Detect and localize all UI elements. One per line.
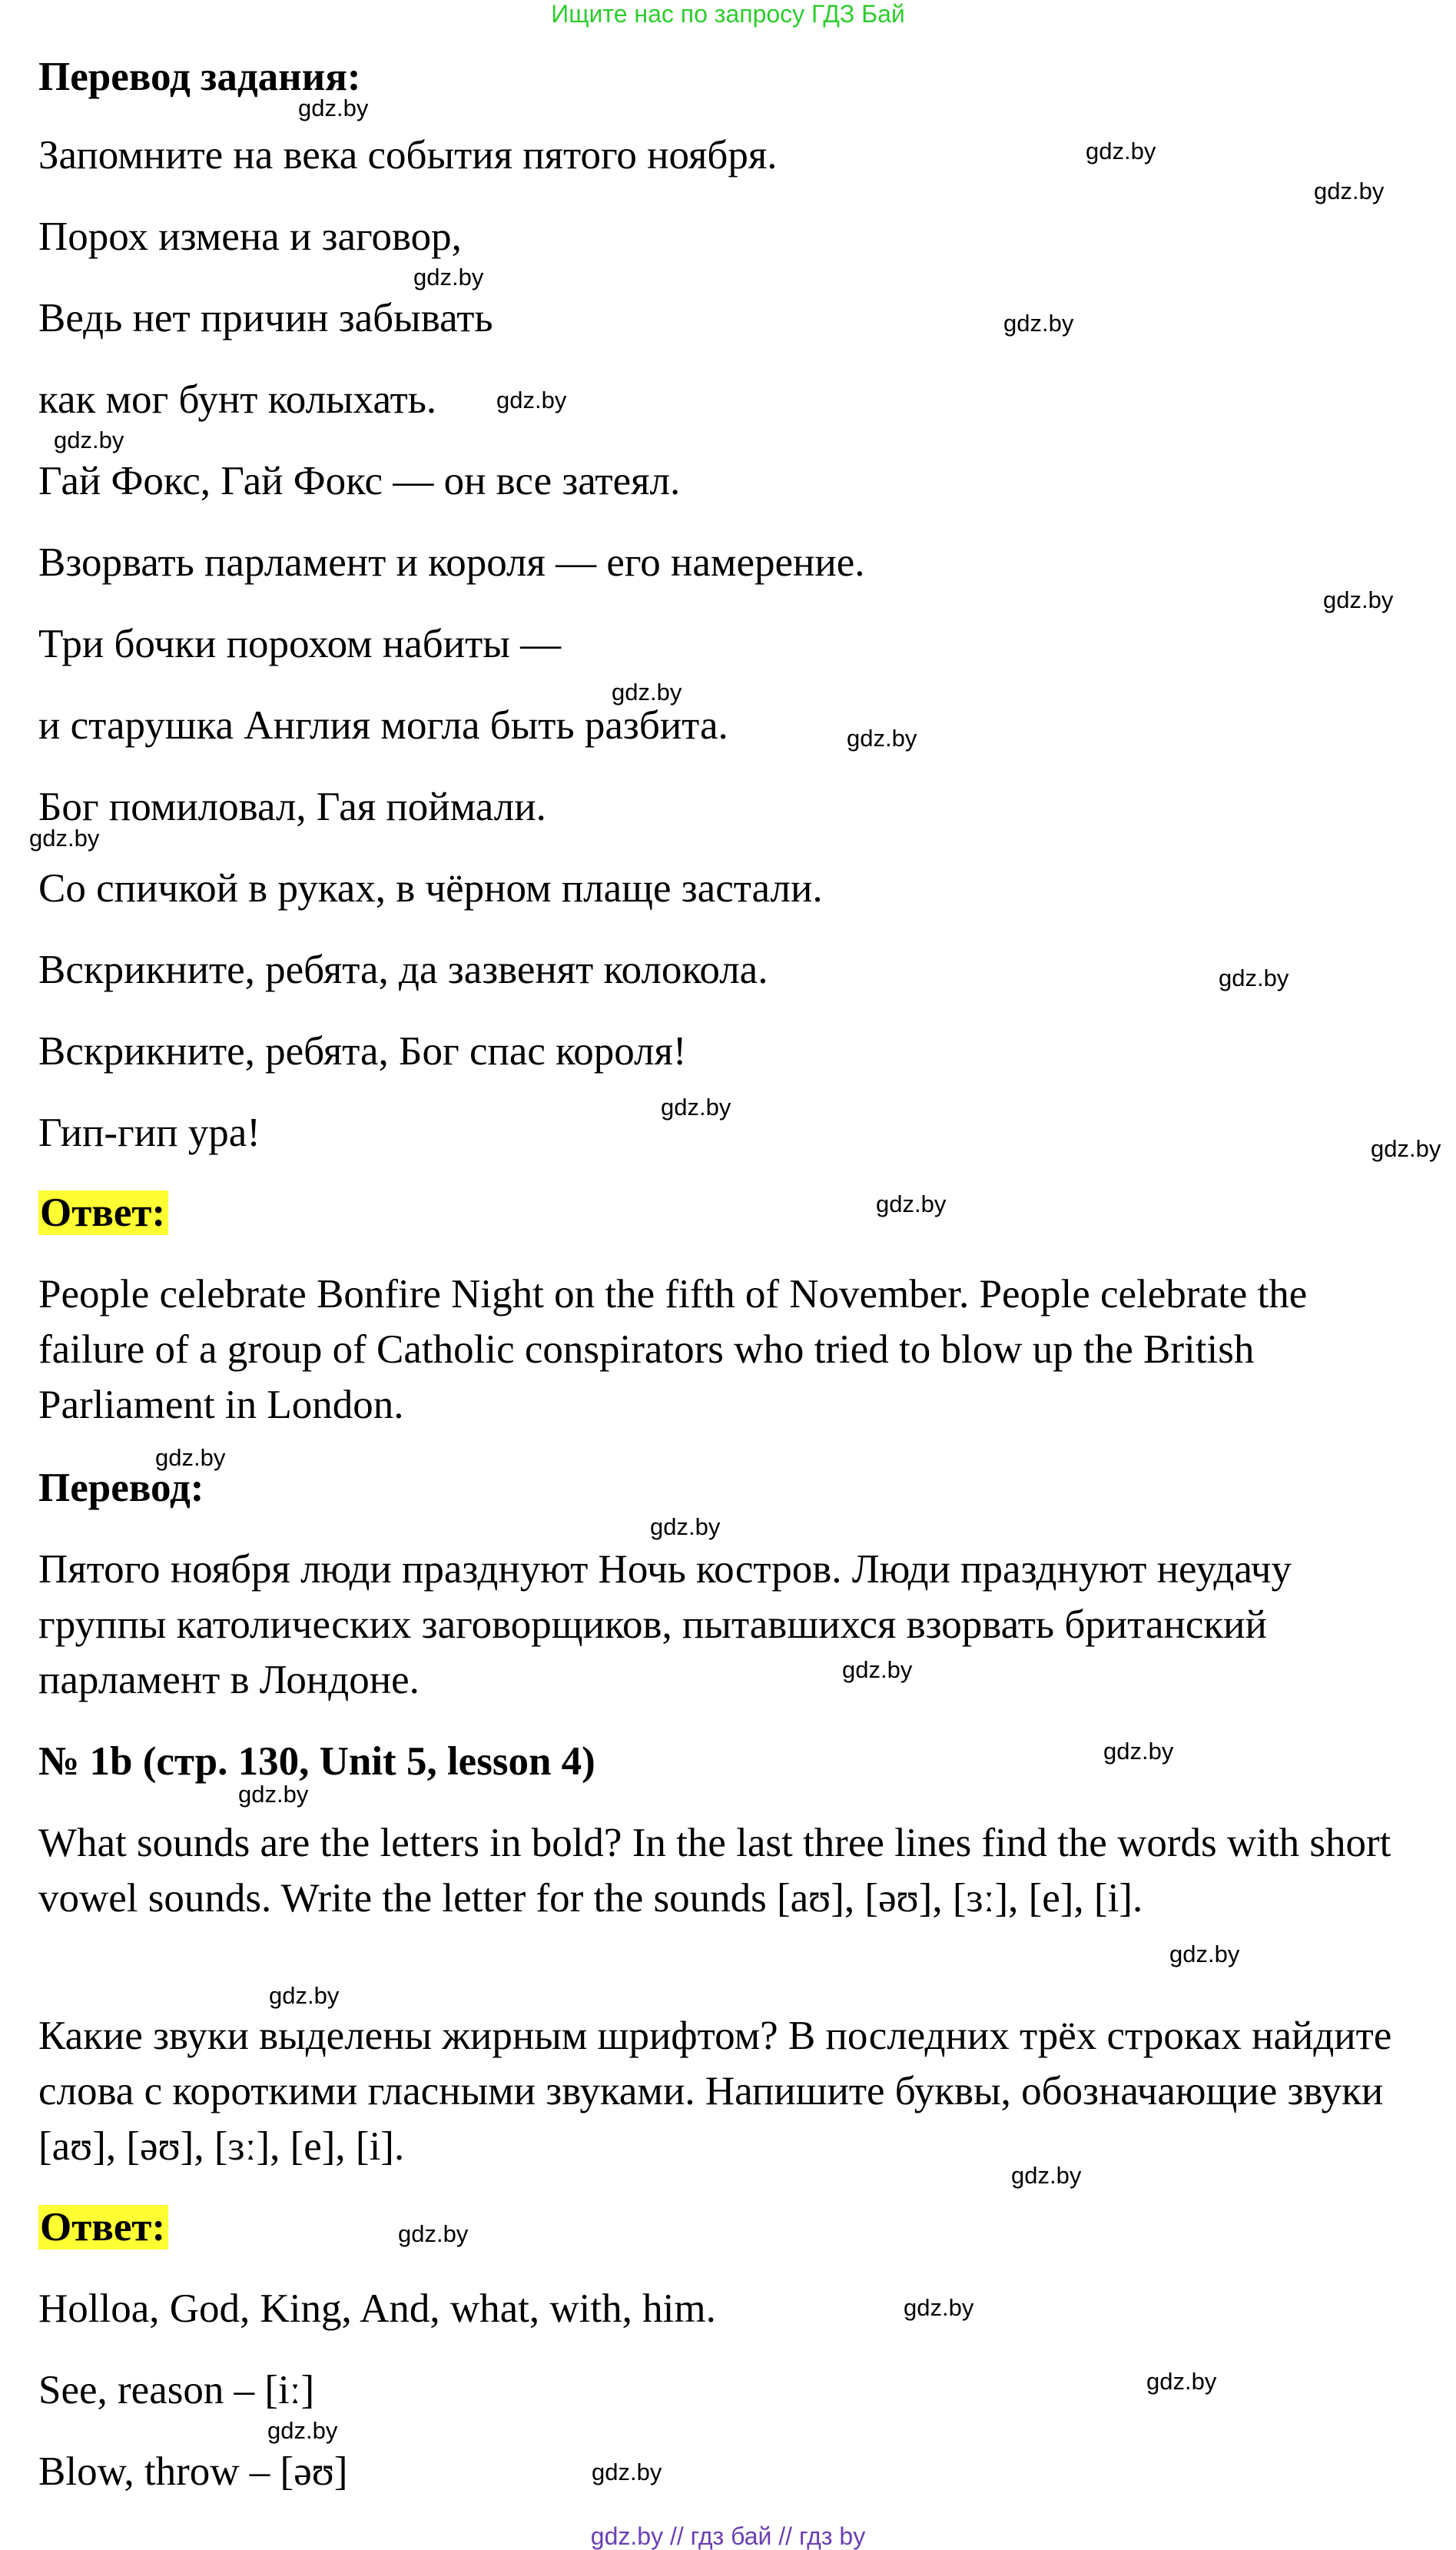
watermark: gdz.by [1103, 1738, 1174, 1765]
watermark: gdz.by [1146, 2368, 1217, 2395]
watermark: gdz.by [155, 1444, 226, 1471]
poem-line: Бог помиловал, Гая поймали. [38, 785, 546, 829]
poem-line: Гай Фокс, Гай Фокс — он все затеял. [38, 459, 681, 503]
answer-text: People celebrate Bonfire Night on the fifth of November. People celebrate the failure of a group of Catholic conspirators who tried to blow up the British Parliament in London. [38, 1272, 1308, 1427]
poem-line: Вскрикните, ребята, Бог спас короля! [38, 1029, 687, 1074]
poem-line: Три бочки порохом набиты — [38, 622, 562, 666]
watermark: gdz.by [1011, 2162, 1082, 2189]
task-translation-heading: Перевод задания: [38, 55, 361, 99]
watermark: gdz.by [1003, 310, 1074, 337]
watermark: gdz.by [1371, 1135, 1441, 1162]
poem-line: Вскрикните, ребята, да зазвенят колокола. [38, 948, 768, 992]
translation-label: Перевод: [38, 1466, 204, 1510]
poem-line: Взорвать парламент и короля — его намерение. [38, 540, 865, 585]
answer-label [38, 2204, 168, 2250]
answer-line: Holloa, God, King, And, what, with, him. [38, 2286, 716, 2331]
watermark: gdz.by [398, 2220, 469, 2247]
exercise-heading: № 1b (стр. 130, Unit 5, lesson 4) [38, 1739, 595, 1784]
watermark: gdz.by [29, 825, 100, 852]
watermark: gdz.by [612, 679, 682, 706]
poem-line: Со спичкой в руках, в чёрном плаще застали. [38, 866, 823, 911]
watermark: gdz.by [1086, 138, 1156, 164]
answer-label [38, 1190, 168, 1236]
poem-line: Ведь нет причин забывать [38, 296, 493, 340]
watermark: gdz.by [904, 2294, 974, 2321]
poem-line: Порох измена и заговор, [38, 214, 462, 259]
watermark: gdz.by [298, 95, 369, 121]
watermark: gdz.by [1219, 965, 1289, 991]
exercise-task-en: What sounds are the letters in bold? In the last three lines find the words with short vowel sounds. Write the letter for the sounds [aʊ], [əʊ], [ɜː], [e], [i]. [38, 1821, 1391, 1921]
header-search-link[interactable]: Ищите нас по запросу ГДЗ Бай [551, 0, 905, 28]
watermark: gdz.by [1314, 178, 1385, 204]
watermark: gdz.by [238, 1781, 309, 1808]
answer-highlight: Ответ: [38, 2205, 168, 2250]
watermark: gdz.by [413, 264, 484, 291]
watermark: gdz.by [661, 1094, 731, 1121]
watermark: gdz.by [842, 1656, 913, 1683]
watermark: gdz.by [1323, 586, 1394, 613]
watermark: gdz.by [269, 1982, 340, 2009]
watermark: gdz.by [267, 2417, 338, 2444]
poem-line: Гип-гип ура! [38, 1111, 260, 1155]
answer-line: See, reason – [iː] [38, 2368, 315, 2412]
answer-highlight: Ответ: [38, 1190, 168, 1235]
watermark: gdz.by [54, 427, 124, 453]
watermark: gdz.by [1169, 1941, 1240, 1967]
poem-line: как мог бунт колыхать. [38, 377, 437, 422]
watermark: gdz.by [496, 387, 567, 413]
poem-line: и старушка Англия могла быть разбита. [38, 703, 728, 748]
watermark: gdz.by [876, 1190, 947, 1217]
watermark: gdz.by [847, 725, 917, 752]
footer-links[interactable]: gdz.by // гдз бай // гдз by [590, 2522, 866, 2550]
watermark: gdz.by [592, 2459, 662, 2485]
translation-text: Пятого ноября люди празднуют Ночь костров. Люди празднуют неудачу группы католических заговорщиков, пытавшихся взорвать британский парламент в Лондоне. [38, 1547, 1292, 1702]
poem-line: Запомните на века события пятого ноября. [38, 133, 778, 178]
exercise-task-ru: Какие звуки выделены жирным шрифтом? В последних трёх строках найдите слова с короткими гласными звуками. Напишите буквы, обозначающие звуки [aʊ], [əʊ], [ɜː], [e], [i]. [38, 2014, 1392, 2169]
answer-line: Blow, throw – [əʊ] [38, 2449, 348, 2494]
watermark: gdz.by [650, 1513, 721, 1540]
